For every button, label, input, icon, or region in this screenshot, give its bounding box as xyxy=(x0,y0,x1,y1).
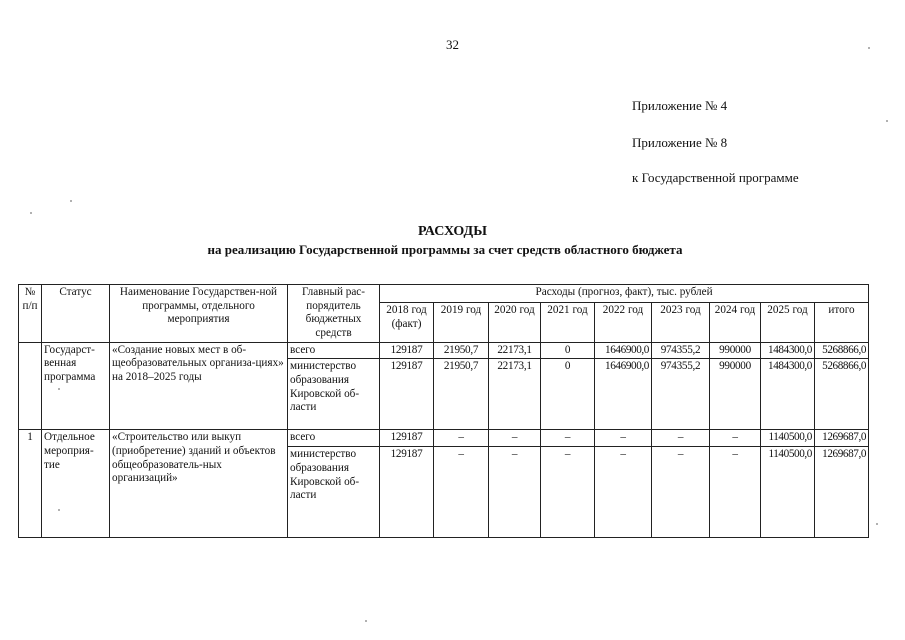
cell-2021: – xyxy=(541,447,595,538)
row-num xyxy=(19,342,42,430)
row-name: «Строительство или выкуп (приобретение) зданий и объектов общеобразователь-ных организаций» xyxy=(110,430,288,538)
document-subtitle: на реализацию Государственной программы за счет средств областного бюджета xyxy=(207,242,683,257)
appendix-line-3: к Государственной программе xyxy=(632,170,799,185)
header-num: № п/п xyxy=(19,285,42,343)
cell-total: 5268866,0 xyxy=(815,359,869,430)
header-year-2018: 2018 год (факт) xyxy=(380,303,434,342)
cell-2023: 974355,2 xyxy=(652,359,710,430)
document-title: РАСХОДЫ xyxy=(418,224,487,239)
header-year-2024: 2024 год xyxy=(710,303,761,342)
cell-2018: 129187 xyxy=(380,342,434,359)
row-num: 1 xyxy=(19,430,42,538)
cell-2019: 21950,7 xyxy=(434,359,489,430)
row-name: «Создание новых мест в об-щеобразовательных организа-циях» на 2018–2025 годы xyxy=(110,342,288,430)
appendix-line-2: Приложение № 8 xyxy=(632,135,728,150)
cell-2022: 1646900,0 xyxy=(595,342,652,359)
header-admin: Главный рас-порядитель бюджетных средств xyxy=(288,285,380,343)
scan-speck xyxy=(30,212,32,214)
header-year-2020: 2020 год xyxy=(489,303,541,342)
cell-2018: 129187 xyxy=(380,430,434,447)
row-admin: министерство образования Кировской об-ласти xyxy=(288,359,380,430)
table-row xyxy=(19,342,869,359)
scan-speck xyxy=(365,620,367,622)
cell-2024: – xyxy=(710,447,761,538)
cell-2023: 974355,2 xyxy=(652,342,710,359)
cell-2022: 1646900,0 xyxy=(595,359,652,430)
header-status: Статус xyxy=(42,285,110,343)
header-year-2025: 2025 год xyxy=(761,303,815,342)
appendix-line-1: Приложение № 4 xyxy=(632,98,728,113)
cell-2018: 129187 xyxy=(380,447,434,538)
cell-2021: 0 xyxy=(541,359,595,430)
header-name: Наименование Государствен-ной программы, отдельного мероприятия xyxy=(110,285,288,343)
cell-2022: – xyxy=(595,430,652,447)
row-status: Отдельное мероприя-тие xyxy=(42,430,110,538)
scan-speck xyxy=(58,509,60,511)
cell-2023: – xyxy=(652,430,710,447)
cell-total: 1269687,0 xyxy=(815,447,869,538)
cell-2021: 0 xyxy=(541,342,595,359)
header-year-2021: 2021 год xyxy=(541,303,595,342)
cell-total: 1269687,0 xyxy=(815,430,869,447)
scan-speck xyxy=(70,200,72,202)
header-total: итого xyxy=(815,303,869,342)
scan-speck xyxy=(886,120,888,122)
table-row xyxy=(19,430,869,447)
cell-2025: 1140500,0 xyxy=(761,447,815,538)
header-year-2022: 2022 год xyxy=(595,303,652,342)
cell-2024: 990000 xyxy=(710,342,761,359)
cell-2025: 1484300,0 xyxy=(761,342,815,359)
scan-speck xyxy=(868,47,870,49)
page-number: 32 xyxy=(446,37,459,52)
cell-2024: – xyxy=(710,430,761,447)
expenses-table xyxy=(18,284,869,538)
header-year-2023: 2023 год xyxy=(652,303,710,342)
scan-speck xyxy=(58,388,60,390)
cell-2020: 22173,1 xyxy=(489,342,541,359)
cell-2019: – xyxy=(434,430,489,447)
cell-2023: – xyxy=(652,447,710,538)
cell-2025: 1484300,0 xyxy=(761,359,815,430)
row-admin: всего xyxy=(288,430,380,447)
cell-2019: – xyxy=(434,447,489,538)
header-expenses: Расходы (прогноз, факт), тыс. рублей xyxy=(380,285,869,303)
cell-2020: – xyxy=(489,430,541,447)
row-admin: министерство образования Кировской об-ласти xyxy=(288,447,380,538)
cell-total: 5268866,0 xyxy=(815,342,869,359)
cell-2021: – xyxy=(541,430,595,447)
cell-2020: 22173,1 xyxy=(489,359,541,430)
scan-speck xyxy=(876,523,878,525)
cell-2019: 21950,7 xyxy=(434,342,489,359)
row-status: Государст-венная программа xyxy=(42,342,110,430)
cell-2025: 1140500,0 xyxy=(761,430,815,447)
cell-2020: – xyxy=(489,447,541,538)
header-year-2019: 2019 год xyxy=(434,303,489,342)
cell-2022: – xyxy=(595,447,652,538)
cell-2018: 129187 xyxy=(380,359,434,430)
cell-2024: 990000 xyxy=(710,359,761,430)
row-admin: всего xyxy=(288,342,380,359)
